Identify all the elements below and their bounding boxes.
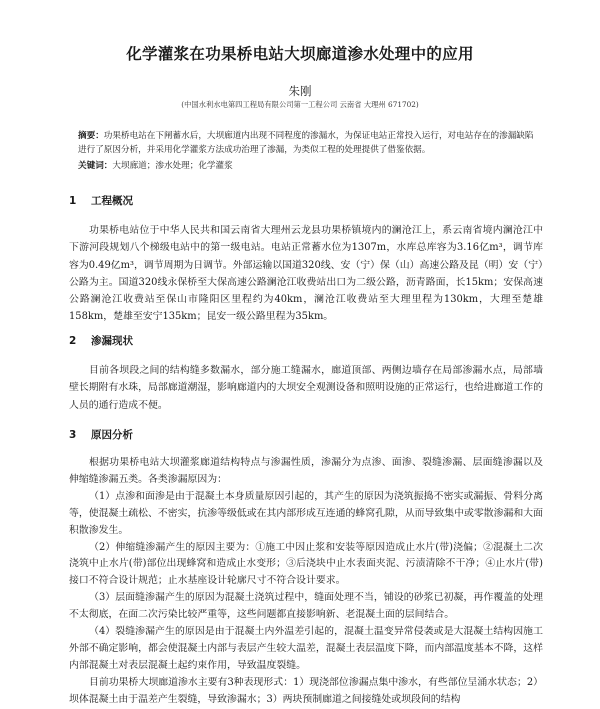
abstract [78,129,538,157]
paragraph: 目前功果桥大坝廊道渗水主要有3种表现形式：1）现浇部位渗漏点集中渗水，有些部位呈涌水状态；2）坝体混凝土由于温差产生裂缝，导致渗漏水；3）两块预制廊道之间接缝处或坝段间的结构 [69,676,543,705]
paragraph: （2）伸缩缝渗漏产生的原因主要为：①施工中因止浆和安装等原因造成止水片(带)浇偏；②混凝土二次浇筑中止水片(带)部位出现蜂窝和造成止水变形；③后浇块中止水表面夹泥、污渍清除不干净；④止水片(带)接口不符合设计规范；止水基座设计轮廓尺寸不符合设计要求。 [69,541,543,587]
section-number: 1 [69,195,77,207]
section-heading-3 [69,427,133,442]
paragraph: （1）点渗和面渗是由于混凝土本身质量原因引起的，其产生的原因为浇筑振捣不密实或漏振、骨料分离等，使混凝土疏松、不密实，抗渗等级低或在其内部形成互连通的蜂窝孔隙，从而导致集中或零散渗漏和大面积散渗发生。 [69,490,544,536]
section-number: 2 [69,335,77,347]
author-name: 朱刚 [288,84,312,98]
paragraph: （3）层面缝渗漏产生的原因为混凝土浇筑过程中，缝面处理不当，铺设的砂浆已初凝，再作覆盖的处理不太彻底，在面二次污染比较严重等，这些问题都直接影响新、老混凝土面的层间结合。 [69,592,543,621]
author-affiliation: (中国水利水电第四工程局有限公司第一工程公司 云南省 大理州 671702) [181,100,419,109]
abstract-label: 摘要： [78,131,104,141]
paragraph: （4）裂缝渗漏产生的原因是由于混凝土内外温差引起的，混凝土温变异常侵袭或是大混凝土结构因施工外部不确定影响，都会使混凝土内部与表层产生较大温差，混凝土表层温度下降，而内部温度基本不降，这样内部混凝土对表层混凝土起约束作用，导致温度裂缝。 [69,626,544,671]
section-heading-2 [69,333,133,348]
keywords-text: 大坝廊道；渗水处理；化学灌浆 [112,161,233,171]
paper-title: 化学灌浆在功果桥电站大坝廊道渗水处理中的应用 [126,45,474,63]
paragraph: 功果桥电站位于中华人民共和国云南省大理州云龙县功果桥镇境内的澜沧江上，系云南省境内澜沧江中下游河段规划八个梯级电站中的第一级电站。电站正常蓄水位为1307m，水库总库容为3.16亿m³，调节库容为0.49亿m³，调节周期为日调节。外部运输以国道320线、安（宁）保（山）高速公路及昆（明）安（宁）公路为主。国道320线永保桥至大保高速公路澜沧江收费站出口为二级公路，沥青路面，长15km；安保高速公路澜沧江收费站至保山市隆阳区里程约为40km，澜沧江收费站至大理里程为130km，大理至楚雄158km，楚雄至安宁135km；昆安一级公路里程为35km。 [69,225,543,323]
section-title: 原因分析 [91,429,133,441]
abstract-text: 功果桥电站在下闸蓄水后，大坝廊道内出现不同程度的渗漏水，为保证电站正常投入运行，对电站存在的渗漏缺陷进行了原因分析，并采用化学灌浆方法成功治理了渗漏，为类似工程的处理提供了借鉴依据。 [78,131,534,155]
section-title: 工程概况 [91,195,133,207]
section-number: 3 [69,429,77,441]
section-body-2 [69,362,543,414]
paragraph: 目前各坝段之间的结构缝多数漏水，部分施工缝漏水，廊道顶部、两侧边墙存在局部渗漏水点，局部墙壁长期附有水珠，局部廊道潮湿，影响廊道内的大坝安全观测设备和照明设施的正常运行，也给进廊道工作的人员的通行造成不便。 [69,365,544,411]
section-heading-1 [69,193,133,208]
paragraph: 根据功果桥电站大坝灌浆廊道结构特点与渗漏性质，渗漏分为点渗、面渗、裂缝渗漏、层面缝渗漏以及伸缩缝渗漏五类。各类渗漏原因为： [69,457,543,485]
section-title: 渗漏现状 [91,335,133,347]
section-body-1 [69,222,543,326]
keywords-label: 关键词： [78,161,113,171]
section-body-3 [69,455,543,709]
keywords [78,159,538,173]
